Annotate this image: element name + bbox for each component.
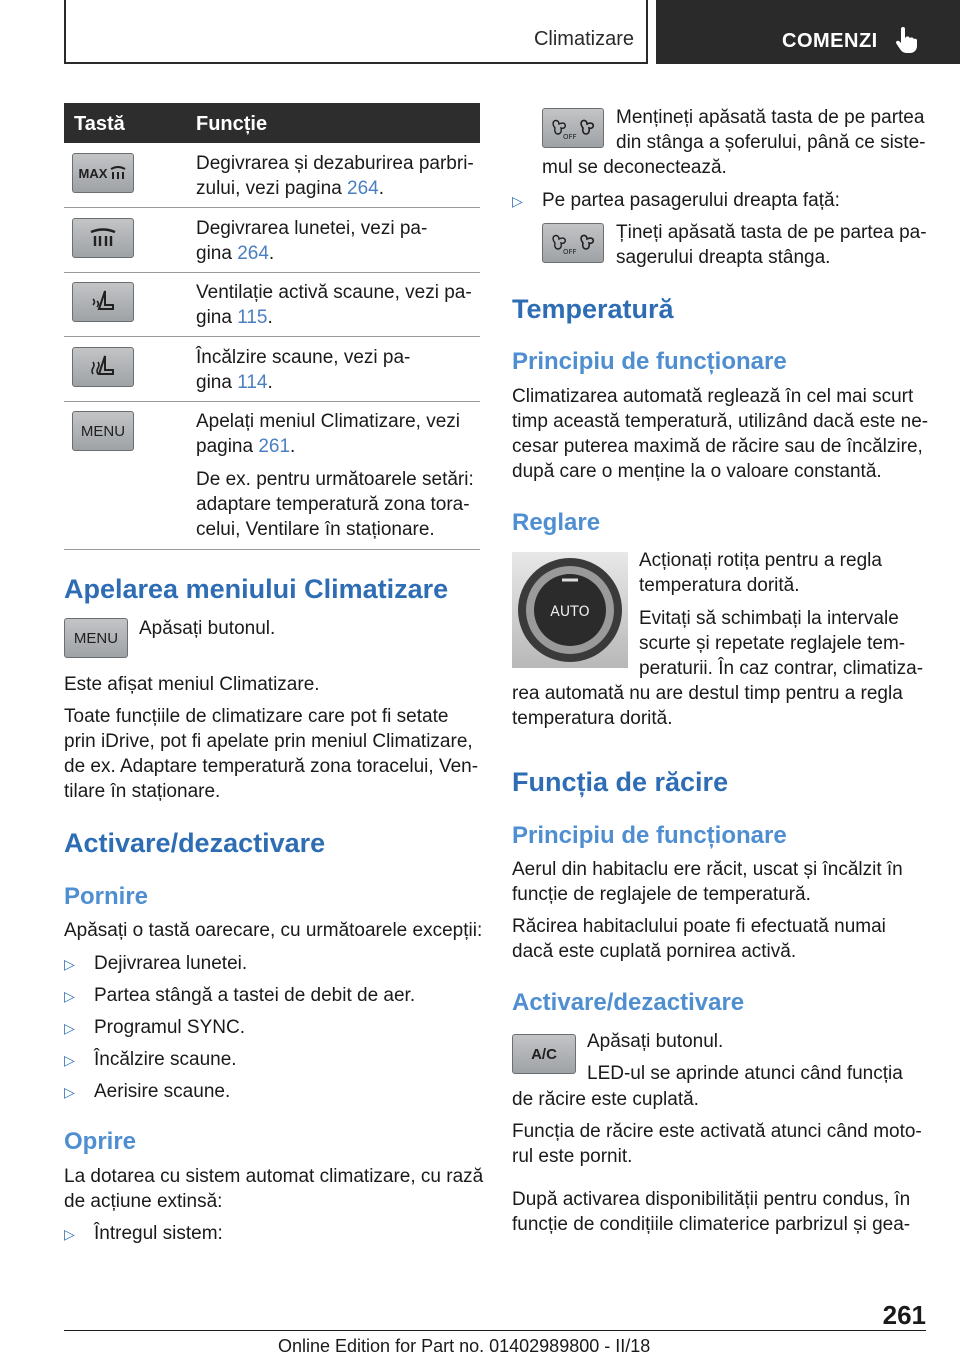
list-item: ▷ Pe partea pasagerului dreapta față: [512, 188, 840, 214]
table-row: Ventilație activă scaune, vezi pa- gina 115. [64, 272, 480, 337]
list-item: ▷ Încălzire scaune. [64, 1047, 237, 1073]
triangle-bullet-icon: ▷ [512, 193, 523, 209]
hand-pointer-icon [892, 26, 920, 54]
heading-activation: Activare/dezactivare [64, 828, 326, 858]
heading-menu: Apelarea meniului Climatizare [64, 574, 449, 604]
svg-text:OFF: OFF [563, 133, 577, 141]
paragraph: de răcire este cuplată. [512, 1089, 699, 1110]
row-text-line: adaptare temperatură zona tora- [196, 494, 470, 515]
footer-edition: Online Edition for Part no. 01402989800 - II/18 [278, 1336, 651, 1356]
page-link[interactable]: 261 [258, 436, 291, 457]
list-item: ▷ Programul SYNC. [64, 1015, 245, 1041]
page-link[interactable]: 264 [237, 243, 269, 264]
menu-button-image: MENU [64, 618, 128, 658]
ac-button-image: A/C [512, 1034, 576, 1074]
header-chapter-title: COMENZI [782, 30, 878, 52]
table-header-key: Tastă [74, 113, 125, 135]
list-item: ▷ Partea stângă a tastei de debit de aer. [64, 983, 415, 1009]
heading-principle: Principiu de funcționare [512, 822, 787, 849]
paragraph: LED-ul se aprinde atunci când funcția [587, 1063, 903, 1084]
table-row: Încălzire scaune, vezi pa- gina 114. [64, 337, 480, 402]
fan-off-icon [547, 230, 599, 256]
fan-off-button-image [542, 223, 604, 263]
page-link[interactable]: 264 [347, 178, 379, 199]
triangle-bullet-icon: ▷ [64, 1084, 75, 1100]
footer-divider [64, 1330, 926, 1331]
seat-ventilation-button-image [72, 282, 134, 322]
paragraph: Funcția de răcire este activată atunci când moto- rul este pornit. [512, 1121, 922, 1167]
paragraph: După activarea disponibilității pentru condus, în funcție de condițiile climaterice parbrizul și gea- [512, 1189, 911, 1235]
heading-principle: Principiu de funcționare [512, 348, 787, 375]
knob-label: AUTO [550, 604, 590, 620]
heading-stop: Oprire [64, 1128, 137, 1155]
seat-ventilation-icon [89, 289, 117, 315]
paragraph: Apăsați o tastă oarecare, cu următoarele excepții: [64, 920, 483, 941]
svg-text:OFF: OFF [563, 248, 577, 256]
paragraph: Acționați rotița pentru a regla temperatura dorită. [639, 550, 882, 596]
auto-knob-illustration [512, 552, 628, 668]
rear-defrost-button-image [72, 218, 134, 258]
row-text-line: celui, Ventilare în staționare. [196, 519, 435, 540]
fan-off-button-image [542, 108, 604, 148]
max-defrost-button-image: MAX [72, 153, 134, 193]
fan-off-icon [547, 115, 599, 141]
page-link[interactable]: 115 [237, 307, 268, 328]
list-item: ▷ Dejivrarea lunetei. [64, 951, 247, 977]
table-row: MENU Apelați meniul Climatizare, vezi pagina 261. De ex. pentru următoarele setări: adaptare temperatură zona tora- celui, Ventilare în staționare. [64, 401, 480, 550]
triangle-bullet-icon: ▷ [64, 1226, 75, 1242]
page-link[interactable]: 114 [237, 372, 268, 393]
temperature-knob-image [512, 552, 628, 668]
heading-cooling: Funcția de răcire [512, 767, 729, 797]
header-chapter-box [656, 0, 960, 64]
row-text-line: Încălzire scaune, vezi pa- [196, 347, 411, 368]
list-item: ▷ Întregul sistem: [64, 1221, 223, 1247]
triangle-bullet-icon: ▷ [64, 1020, 75, 1036]
row-text-line: Degivrarea și dezaburirea parbri- [196, 153, 474, 174]
row-text-line: De ex. pentru următoarele setări: [196, 469, 474, 490]
triangle-bullet-icon: ▷ [64, 1052, 75, 1068]
table-row: MAX Degivrarea și dezaburirea parbri- zului, vezi pagina 264. [64, 143, 480, 208]
heading-temperature: Temperatură [512, 294, 674, 324]
heading-start: Pornire [64, 883, 149, 910]
heading-activation: Activare/dezactivare [512, 989, 745, 1016]
header-section-box [64, 0, 648, 64]
paragraph: Apăsați butonul. [139, 618, 276, 639]
menu-button-image: MENU [72, 411, 134, 451]
row-text-line: Apelați meniul Climatizare, vezi [196, 411, 460, 432]
row-text-line: Degivrarea lunetei, vezi pa- [196, 218, 428, 239]
rear-window-defrost-icon [88, 227, 118, 249]
page-number: 261 [882, 1300, 926, 1330]
paragraph: Evitați să schimbați la intervale scurte și repetate reglajele tem- peraturii. În caz contrar, climatiza- [639, 608, 924, 679]
table-row: Degivrarea lunetei, vezi pa- gina 264. [64, 208, 480, 273]
heading-adjust: Reglare [512, 509, 601, 536]
seat-heating-icon [89, 354, 117, 380]
table-header [64, 103, 480, 143]
paragraph: Climatizarea automată reglează în cel mai scurt timp această temperatură, utilizând dacă este ne- cesar puterea maximă de răcire sau de încălzire, după care o menține la o valoare constantă. [512, 386, 929, 482]
paragraph: Țineți apăsată tasta de pe partea pa- sagerului dreapta stânga. [616, 222, 927, 268]
list-item: ▷ Aerisire scaune. [64, 1079, 230, 1105]
seat-heating-button-image [72, 347, 134, 387]
paragraph: rea automată nu are destul timp pentru a regla temperatura dorită. [512, 683, 903, 729]
paragraph: Este afișat meniul Climatizare. [64, 674, 320, 695]
paragraph: Aerul din habitaclu ere răcit, uscat și încălzit în funcție de reglajele de temperatură. [512, 859, 903, 905]
paragraph: Apăsați butonul. [587, 1031, 724, 1052]
header-section-title: Climatizare [533, 28, 634, 50]
paragraph: La dotarea cu sistem automat climatizare, cu rază de acțiune extinsă: [64, 1166, 484, 1212]
defrost-icon [109, 165, 127, 181]
paragraph: Toate funcțiile de climatizare care pot fi setate prin iDrive, pot fi apelate prin meniul Climatizare, de ex. Adaptare temperatură zona toracelui, Ven- tilare în staționare. [64, 706, 479, 802]
paragraph: Mențineți apăsată tasta de pe partea din stânga a șoferului, până ce siste- [616, 107, 926, 153]
triangle-bullet-icon: ▷ [64, 988, 75, 1004]
triangle-bullet-icon: ▷ [64, 956, 75, 972]
paragraph: Răcirea habitaclului poate fi efectuată numai dacă este cuplată pornirea activă. [512, 916, 886, 962]
row-text-line: Ventilație activă scaune, vezi pa- [196, 282, 472, 303]
paragraph: mul se deconectează. [542, 157, 727, 178]
table-header-function: Funcție [196, 113, 268, 135]
